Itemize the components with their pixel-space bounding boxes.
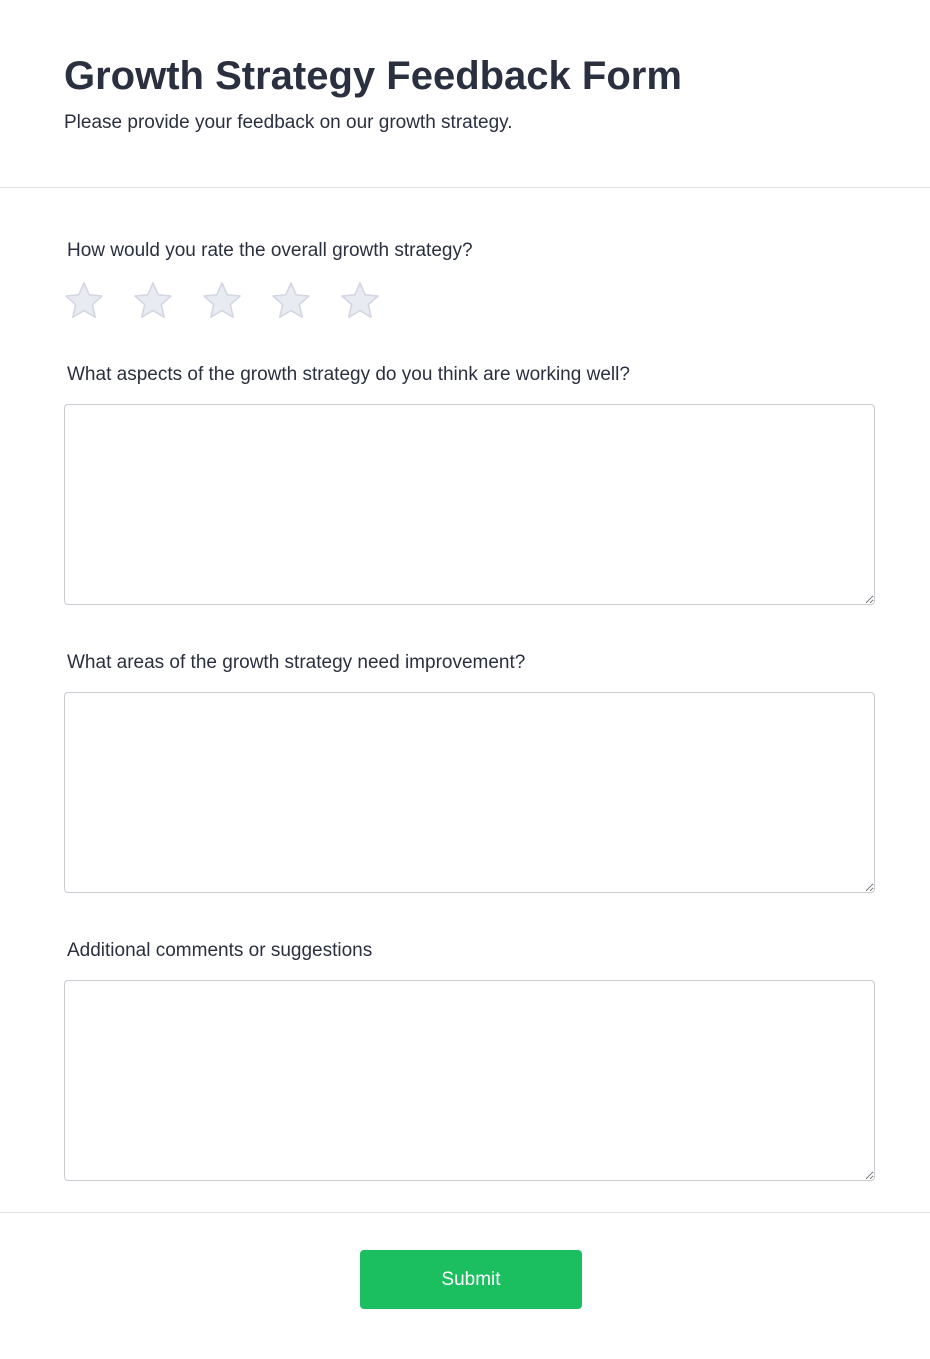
star-icon[interactable] bbox=[202, 281, 242, 321]
star-icon[interactable] bbox=[133, 281, 173, 321]
rating-question-label: How would you rate the overall growth strategy? bbox=[67, 240, 473, 261]
star-icon[interactable] bbox=[340, 281, 380, 321]
form-subtitle: Please provide your feedback on our growth strategy. bbox=[64, 112, 513, 133]
additional-comments-textarea[interactable] bbox=[64, 980, 875, 1181]
working-well-label: What aspects of the growth strategy do you think are working well? bbox=[67, 364, 630, 385]
form-header bbox=[0, 0, 930, 188]
star-rating[interactable] bbox=[64, 281, 409, 321]
form-footer bbox=[0, 1212, 930, 1359]
star-icon[interactable] bbox=[271, 281, 311, 321]
improvement-textarea[interactable] bbox=[64, 692, 875, 893]
star-icon[interactable] bbox=[64, 281, 104, 321]
form-title: Growth Strategy Feedback Form bbox=[64, 54, 682, 98]
improvement-label: What areas of the growth strategy need improvement? bbox=[67, 652, 526, 673]
submit-button[interactable]: Submit bbox=[360, 1250, 582, 1309]
working-well-textarea[interactable] bbox=[64, 404, 875, 605]
additional-comments-label: Additional comments or suggestions bbox=[67, 940, 373, 961]
